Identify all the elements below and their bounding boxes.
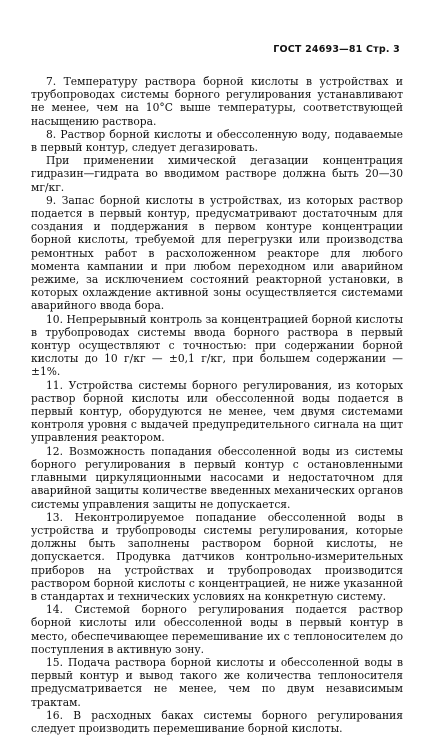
paragraph-8: 8. Раствор борной кислоты и обессоленную воду, подаваемые в первый контур, следует дегазировать. xyxy=(31,127,403,155)
paragraph-10: 10. Непрерывный контроль за концентрацией борной кислоты в трубопроводах системы ввода борного раствора в первый контур осуществляют с точностью: при содержании борной кислоты до 10 г/кг — ±0,1 г/кг, при большем содержании — ±1%. xyxy=(31,312,403,379)
paragraph-11: 11. Устройства системы борного регулирования, из которых раствор борной кислоты или обессоленной воды подается в первый контур, оборудуются не менее, чем двумя системами контроля уровня с выдачей предупредительного сигнала на щит управления реактором. xyxy=(31,378,403,445)
paragraph-9: 9. Запас борной кислоты в устройствах, из которых раствор подается в первый контур, предусматривают достаточным для создания и поддержания в первом контуре концентрации борной кислоты, требуемой для перегрузки или производства ремонтных работ в расхоложенном реакторе для любого момента кампании и при любом переходном или аварийном режиме, за исключением состояний реакторной установки, в которых охлаждение активной зоны осуществляется системами аварийного ввода бора. xyxy=(31,193,403,313)
paragraph-8-note: При применении химической дегазации концентрация гидразин—гидрата во вводимом растворе должна быть 20—30 мг/кг. xyxy=(31,154,403,194)
body-text xyxy=(31,75,403,735)
standard-number: ГОСТ 24693—81 xyxy=(273,44,363,55)
page-number: Стр. 3 xyxy=(365,44,400,55)
paragraph-12: 12. Возможность попадания обессоленной воды из системы борного регулирования в первый контур с остановленными главными циркуляционными насосами и недостаточном для аварийной защиты количестве введенных механических органов системы управления защиты не допускается. xyxy=(31,444,403,511)
page-header xyxy=(273,44,400,55)
paragraph-15: 15. Подача раствора борной кислоты и обессоленной воды в первый контур и вывод такого же количества теплоносителя предусматривается не менее, чем по двум независимым трактам. xyxy=(31,655,403,709)
paragraph-13: 13. Неконтролируемое попадание обессоленной воды в устройства и трубопроводы системы регулирования, которые должны быть заполнены раствором борной кислоты, не допускается. Продувка датчиков контрольно-измерительных приборов на устройствах и трубопроводах производится раствором борной кислоты с концентрацией, не ниже указанной в стандартах и технических условиях на конкретную систему. xyxy=(31,510,403,603)
paragraph-14: 14. Системой борного регулирования подается раствор борной кислоты или обессоленной воды в первый контур в место, обеспечивающее перемешивание их с теплоносителем до поступления в активную зону. xyxy=(31,603,403,656)
paragraph-16: 16. В расходных баках системы борного регулирования следует производить перемешивание борной кислоты. xyxy=(31,708,403,735)
paragraph-7: 7. Температуру раствора борной кислоты в устройствах и трубопроводах системы борного регулирования устанавливают не менее, чем на 10°С выше температуры, соответствующей насыщению раствора. xyxy=(31,75,403,128)
